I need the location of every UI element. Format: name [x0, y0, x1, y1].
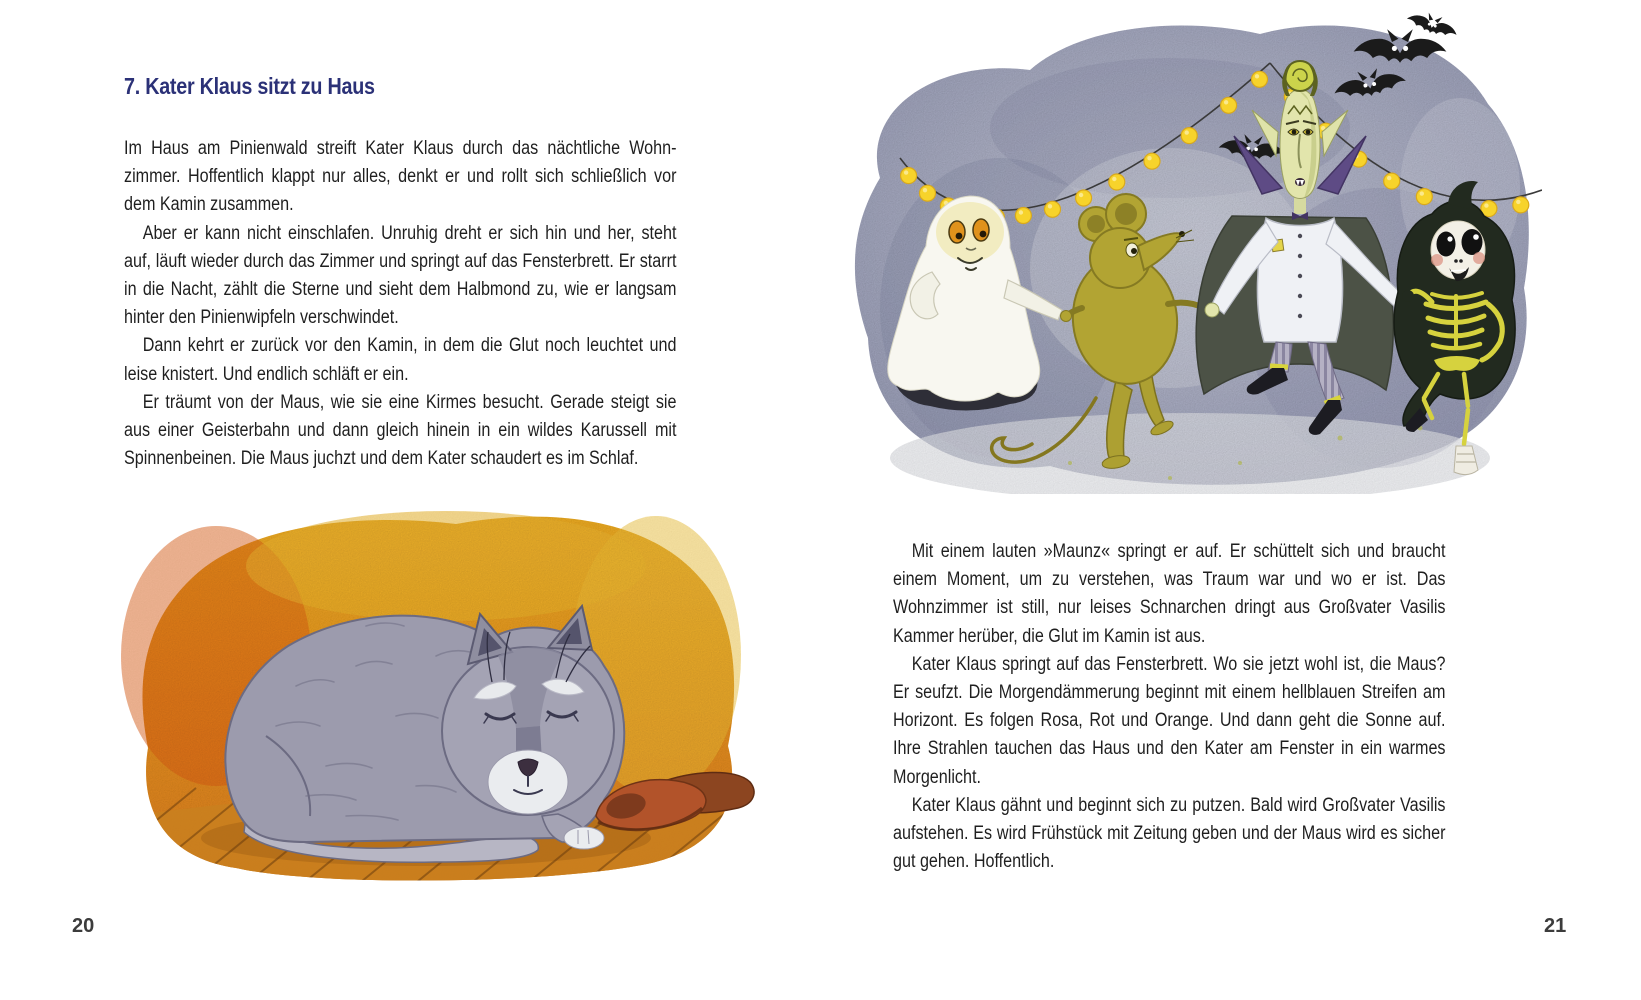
page-number-right: 21	[1544, 915, 1567, 937]
left-text-block	[124, 135, 677, 473]
bat-icon	[1405, 8, 1460, 41]
chapter-title: 7. Kater Klaus sitzt zu Haus	[124, 73, 375, 99]
vampire-hair	[1285, 61, 1315, 91]
paragraph: Er träumt von der Maus, wie sie eine Kirmes besucht. Gerade steigt sie aus einer Geisterbahn und dann gleich hinein in ein wildes Karussell mit Spinnenbeinen. Die Maus juchzt und dem Kater schaudert es im Schlaf.	[124, 391, 677, 470]
paragraph: Kater Klaus springt auf das Fensterbrett. Wo sie jetzt wohl ist, die Maus? Er seufzt. Die Morgendämmerung beginnt mit einem hellblauen Streifen am Horizont. Es folgen Rosa, Rot und Orange. Und dann geht die Sonne auf. Ihre Strahlen tauchen das Haus und den Kater am Fenster in ein warmes Morgenlicht.	[893, 653, 1446, 788]
white-paw	[564, 827, 604, 849]
page-number-left: 20	[72, 915, 95, 937]
paragraph: Kater Klaus gähnt und beginnt sich zu putzen. Bald wird Großvater Vasilis aufstehen. Es wird Frühstück mit Zeitung geben und der Maus wird es sicher gut gehen. Hoffentlich.	[893, 794, 1446, 873]
right-text-block	[893, 538, 1446, 876]
paragraph: Dann kehrt er zurück vor den Kamin, in dem die Glut noch leuchtet und leise knistert. Und endlich schläft er ein.	[124, 335, 677, 385]
illustration-halloween-dance	[820, 8, 1542, 494]
paragraph: Aber er kann nicht einschlafen. Unruhig dreht er sich hin und her, steht auf, läuft wieder durch das Zimmer und springt auf das Fensterbrett. Er starrt in die Nacht, zählt die Sterne und sieht dem Halbmond zu, wie er langsam hinter den Pinienwipfeln verschwindet.	[124, 222, 677, 329]
illustration-sleeping-cat	[96, 486, 760, 890]
paragraph: Im Haus am Pinienwald streift Kater Klaus durch das nächtliche Wohnzimmer. Hoffentlich klappt nur alles, denkt er und rollt sich schließlich vor dem Kamin zusammen.	[124, 138, 677, 216]
vampire-neck	[1294, 198, 1306, 214]
paragraph: Mit einem lauten »Maunz« springt er auf. Er schüttelt sich und braucht einem Moment, um zu verstehen, was Traum war und wo er ist. Das Wohnzimmer ist still, nur leises Schnarchen dringt aus Großvater Vasilis Kammer herüber, die Glut im Kamin ist aus.	[893, 541, 1446, 647]
